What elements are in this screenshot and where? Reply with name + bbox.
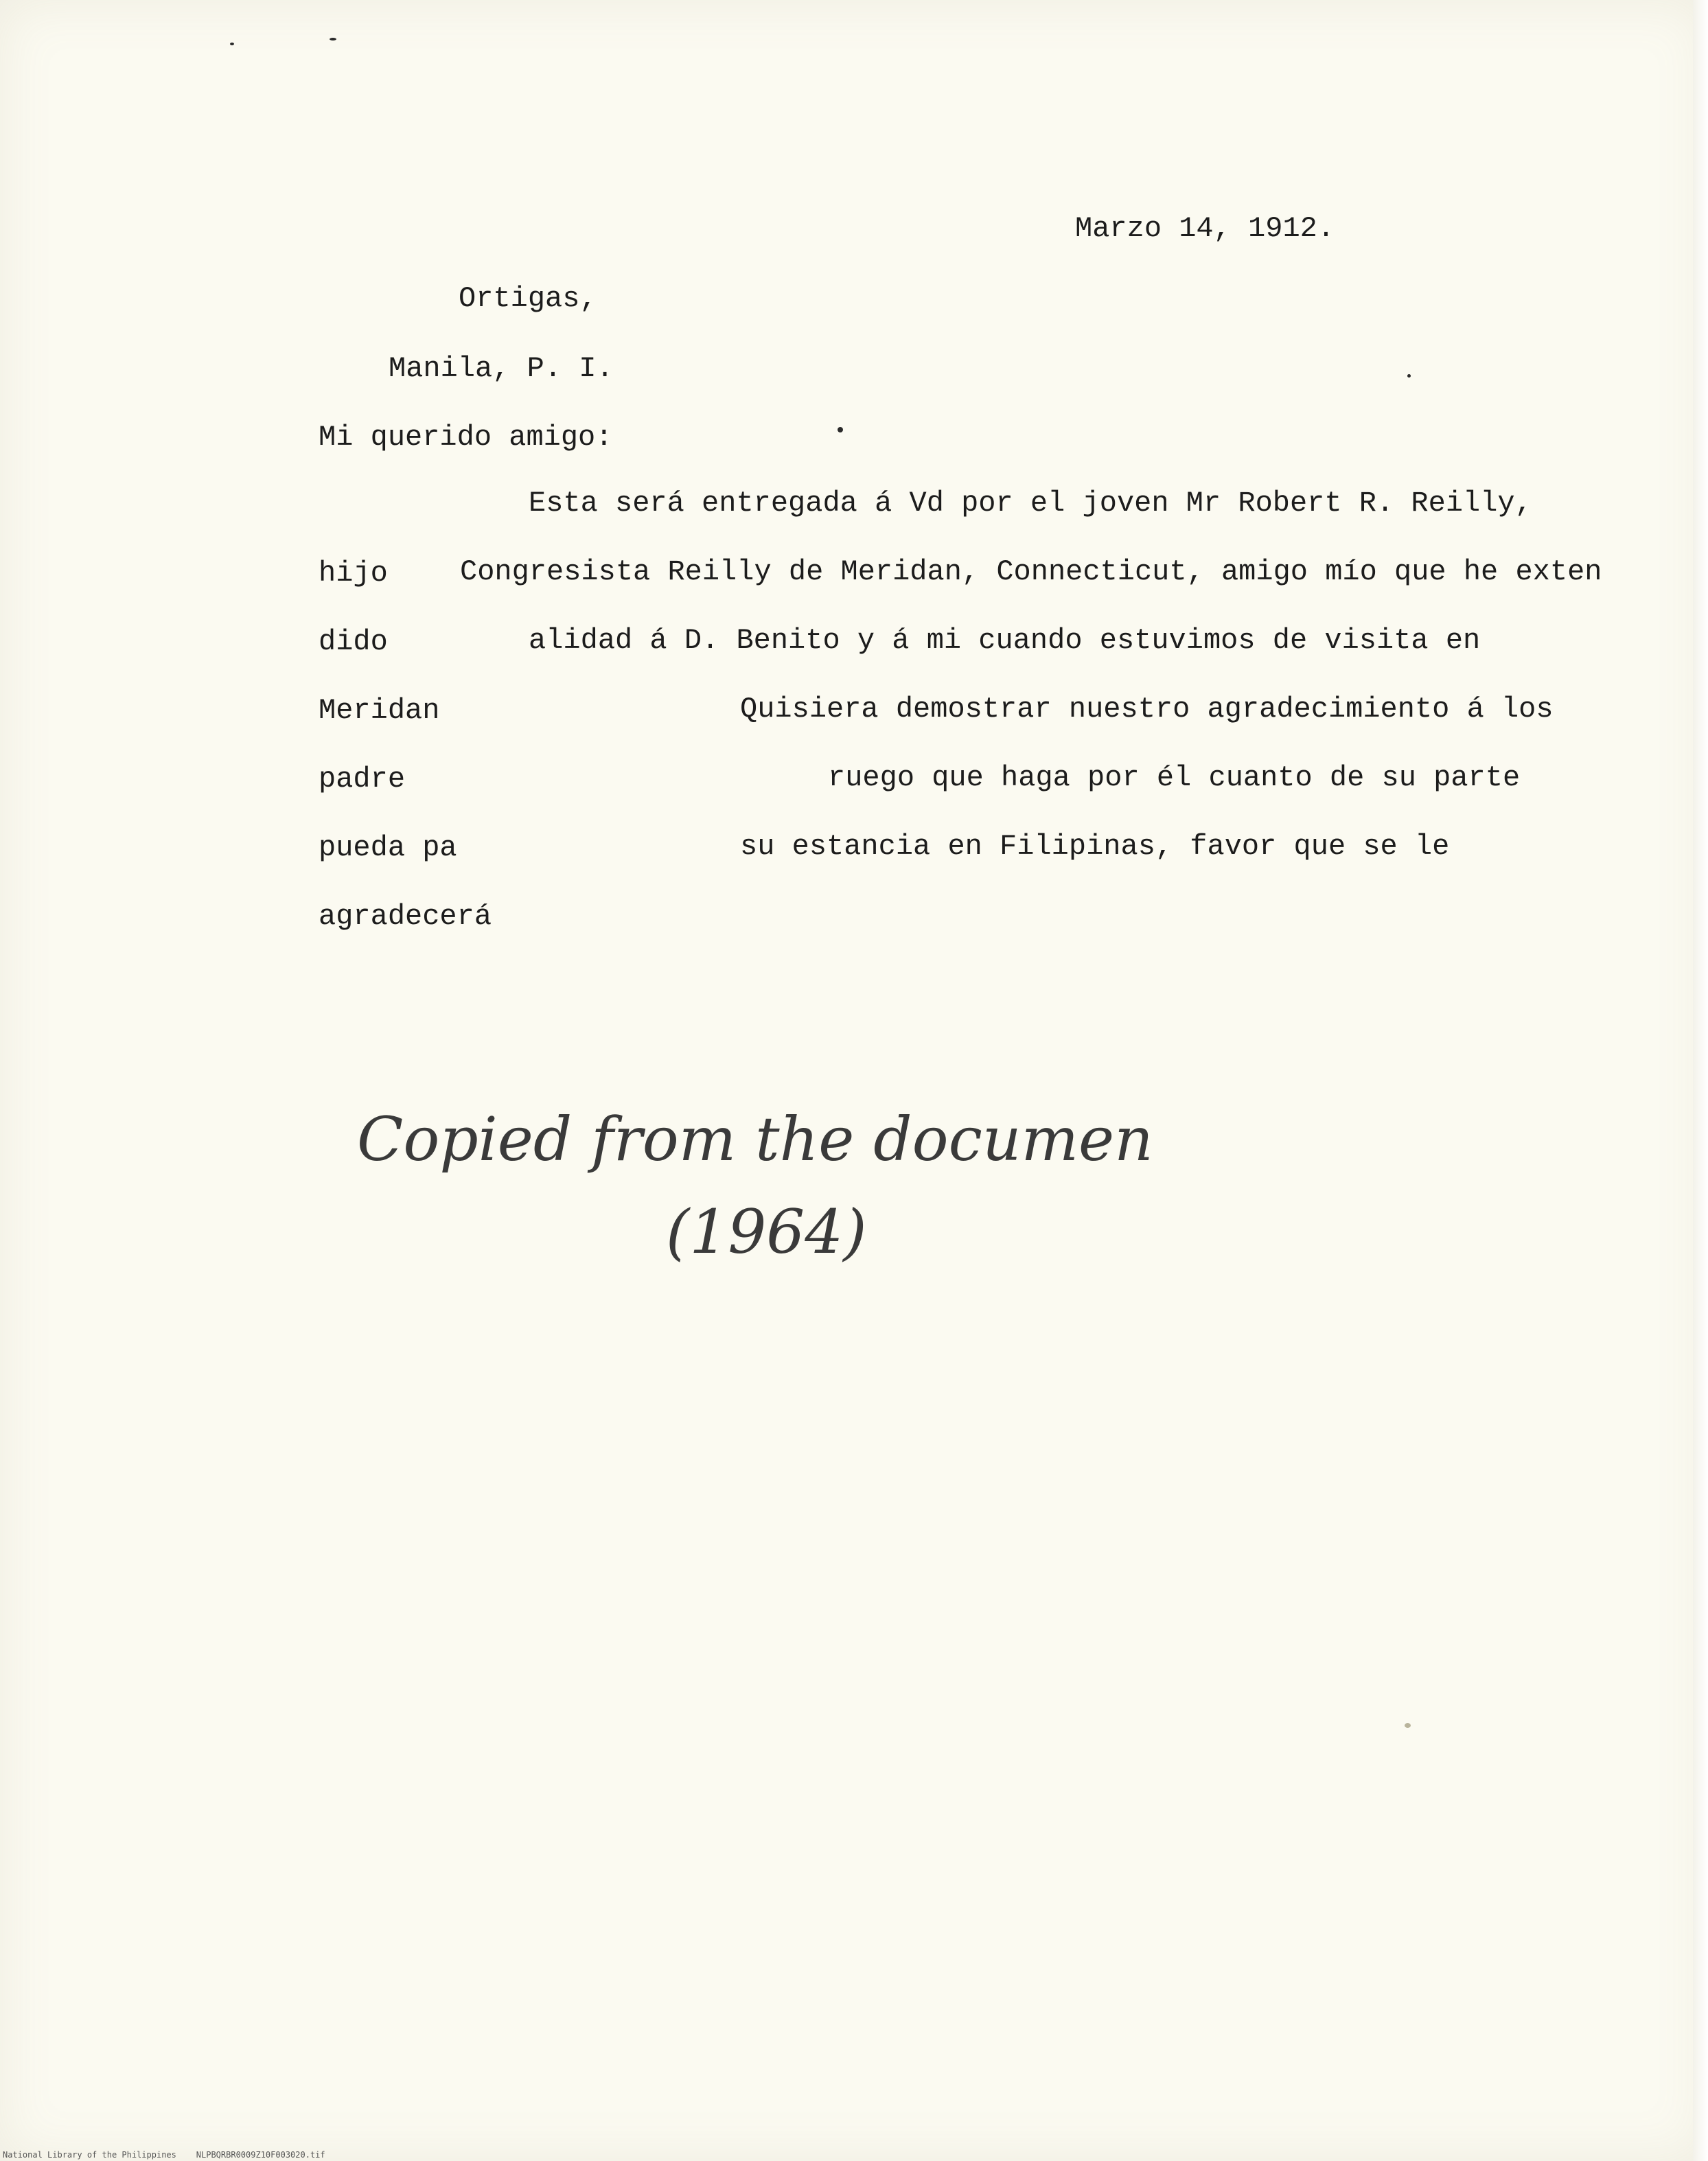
body-line-3: alidad á D. Benito y á mi cuando estuvimos de visita en (529, 624, 1481, 657)
handwritten-line-2: (1964) (666, 1197, 867, 1267)
body-line-1: Esta será entregada á Vd por el joven Mr Robert R. Reilly, (529, 487, 1532, 520)
letter-date: Marzo 14, 1912. (1075, 212, 1335, 245)
body-margin-5: padre (319, 763, 406, 796)
paper-spot (1405, 1723, 1411, 1728)
scan-footer (3, 2150, 325, 2160)
body-margin-6: pueda pa (319, 831, 457, 864)
body-line-5: ruego que haga por él cuanto de su parte (828, 761, 1521, 794)
letter-address: Manila, P. I. (389, 352, 614, 385)
letter-addressee: Ortigas, (459, 282, 597, 315)
footer-source: National Library of the Philippines (3, 2150, 176, 2160)
handwritten-note (343, 1085, 1153, 1291)
ink-speck (330, 38, 336, 41)
handwritten-note-graphic (343, 1085, 1153, 1291)
ink-speck (1407, 374, 1411, 378)
handwritten-line-1: Copied from the document. (357, 1104, 1153, 1175)
body-margin-7: agradecerá (319, 900, 492, 933)
body-line-2: Congresista Reilly de Meridan, Connecticut, amigo mío que he exten (460, 555, 1602, 588)
ink-speck (838, 427, 843, 432)
body-line-4: Quisiera demostrar nuestro agradecimiento á los (740, 693, 1554, 726)
body-line-6: su estancia en Filipinas, favor que se le (740, 830, 1450, 863)
letter-salutation: Mi querido amigo: (319, 421, 613, 454)
ink-speck (230, 43, 234, 45)
body-margin-3: dido (319, 625, 388, 658)
body-margin-4: Meridan (319, 694, 440, 727)
footer-filename: NLPBQRBR0009Z10F003020.tif (196, 2150, 325, 2160)
page-edge (1693, 0, 1708, 2161)
body-margin-2: hijo (319, 557, 388, 590)
